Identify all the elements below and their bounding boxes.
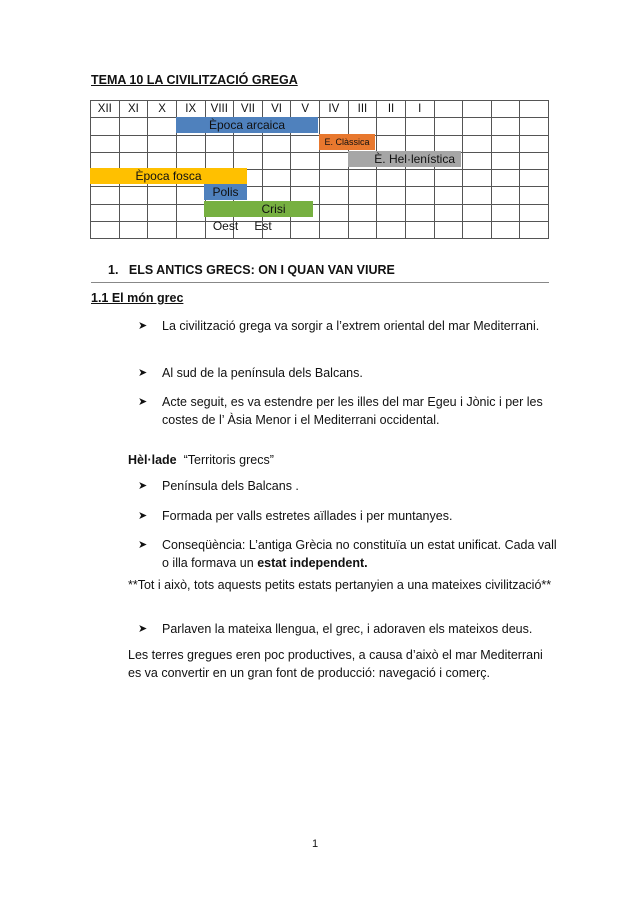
list-item: ➤ Formada per valls estretes aïllades i per muntanyes. — [138, 509, 453, 523]
subsection-heading: 1.1 El món grec — [91, 291, 184, 305]
list-item: ➤ Parlaven la mateixa llengua, el grec, i adoraven els mateixos deus. — [138, 622, 533, 636]
timeline-chart — [90, 100, 549, 239]
page-number: 1 — [312, 838, 319, 850]
century-cell — [434, 101, 463, 118]
century-row — [91, 101, 549, 118]
century-cell: I — [405, 101, 434, 118]
bar-crisi: Crisi — [204, 201, 313, 217]
section-divider — [91, 282, 549, 283]
century-cell: VIII — [205, 101, 234, 118]
bar-polis: Polis — [204, 184, 247, 200]
century-cell: V — [291, 101, 320, 118]
bar-epoca-arcaica: Època arcaica — [176, 117, 318, 133]
section-title: ELS ANTICS GRECS: ON I QUAN VAN VIURE — [128, 263, 395, 277]
arrow-bullet-icon: ➤ — [138, 320, 148, 332]
hellade-line — [128, 451, 558, 469]
arrow-bullet-icon: ➤ — [138, 480, 148, 492]
list-item: ➤ Al sud de la península dels Balcans. — [138, 366, 363, 380]
arrow-bullet-icon: ➤ — [138, 510, 148, 522]
bar-epoca-hellenistica: È. Hel·lenística — [348, 151, 461, 167]
century-cell: IX — [176, 101, 205, 118]
arrow-bullet-icon: ➤ — [138, 539, 148, 551]
century-cell — [463, 101, 492, 118]
bar-epoca-classica: E. Clàssica — [319, 134, 375, 150]
note-paragraph: **Tot i això, tots aquests petits estats pertanyien a una mateixes civilització** — [128, 578, 552, 592]
arrow-bullet-icon: ➤ — [138, 396, 148, 408]
list-item: ➤ Península dels Balcans . — [138, 479, 299, 493]
document-title: TEMA 10 LA CIVILITZACIÓ GREGA — [91, 73, 298, 87]
century-cell: X — [148, 101, 177, 118]
list-item: ➤ Conseqüència: L’antiga Grècia no constituïa un estat unificat. Cada vall o illa formava un estat independent. — [138, 538, 557, 570]
list-item: ➤ La civilització grega va sorgir a l’extrem oriental del mar Mediterrani. — [138, 319, 540, 333]
emphasis-text: estat independent. — [257, 556, 368, 570]
section-number: 1. — [108, 263, 119, 277]
century-cell: III — [348, 101, 377, 118]
label-oest: Oest — [212, 219, 239, 233]
section-heading — [108, 263, 395, 277]
list-item: ➤ Acte seguit, es va estendre per les illes del mar Egeu i Jònic i per les costes de l’ Àsia Menor i el Mediterrani occidental. — [138, 395, 543, 427]
century-cell: VII — [234, 101, 263, 118]
hellade-gloss: “Territoris grecs” — [183, 453, 274, 467]
century-cell: VI — [262, 101, 291, 118]
century-cell: IV — [320, 101, 349, 118]
century-cell: XII — [91, 101, 120, 118]
bar-epoca-fosca: Època fosca — [90, 168, 247, 184]
closing-paragraph: Les terres gregues eren poc productives, a causa d’això el mar Mediterrani es va convertir en un gran font de producció: navegació i comerç. — [128, 648, 543, 680]
century-cell: II — [377, 101, 406, 118]
label-est: Est — [254, 219, 272, 233]
arrow-bullet-icon: ➤ — [138, 623, 148, 635]
hellade-term: Hèl·lade — [128, 453, 177, 467]
arrow-bullet-icon: ➤ — [138, 367, 148, 379]
century-cell: XI — [119, 101, 148, 118]
century-cell — [491, 101, 520, 118]
century-cell — [520, 101, 549, 118]
